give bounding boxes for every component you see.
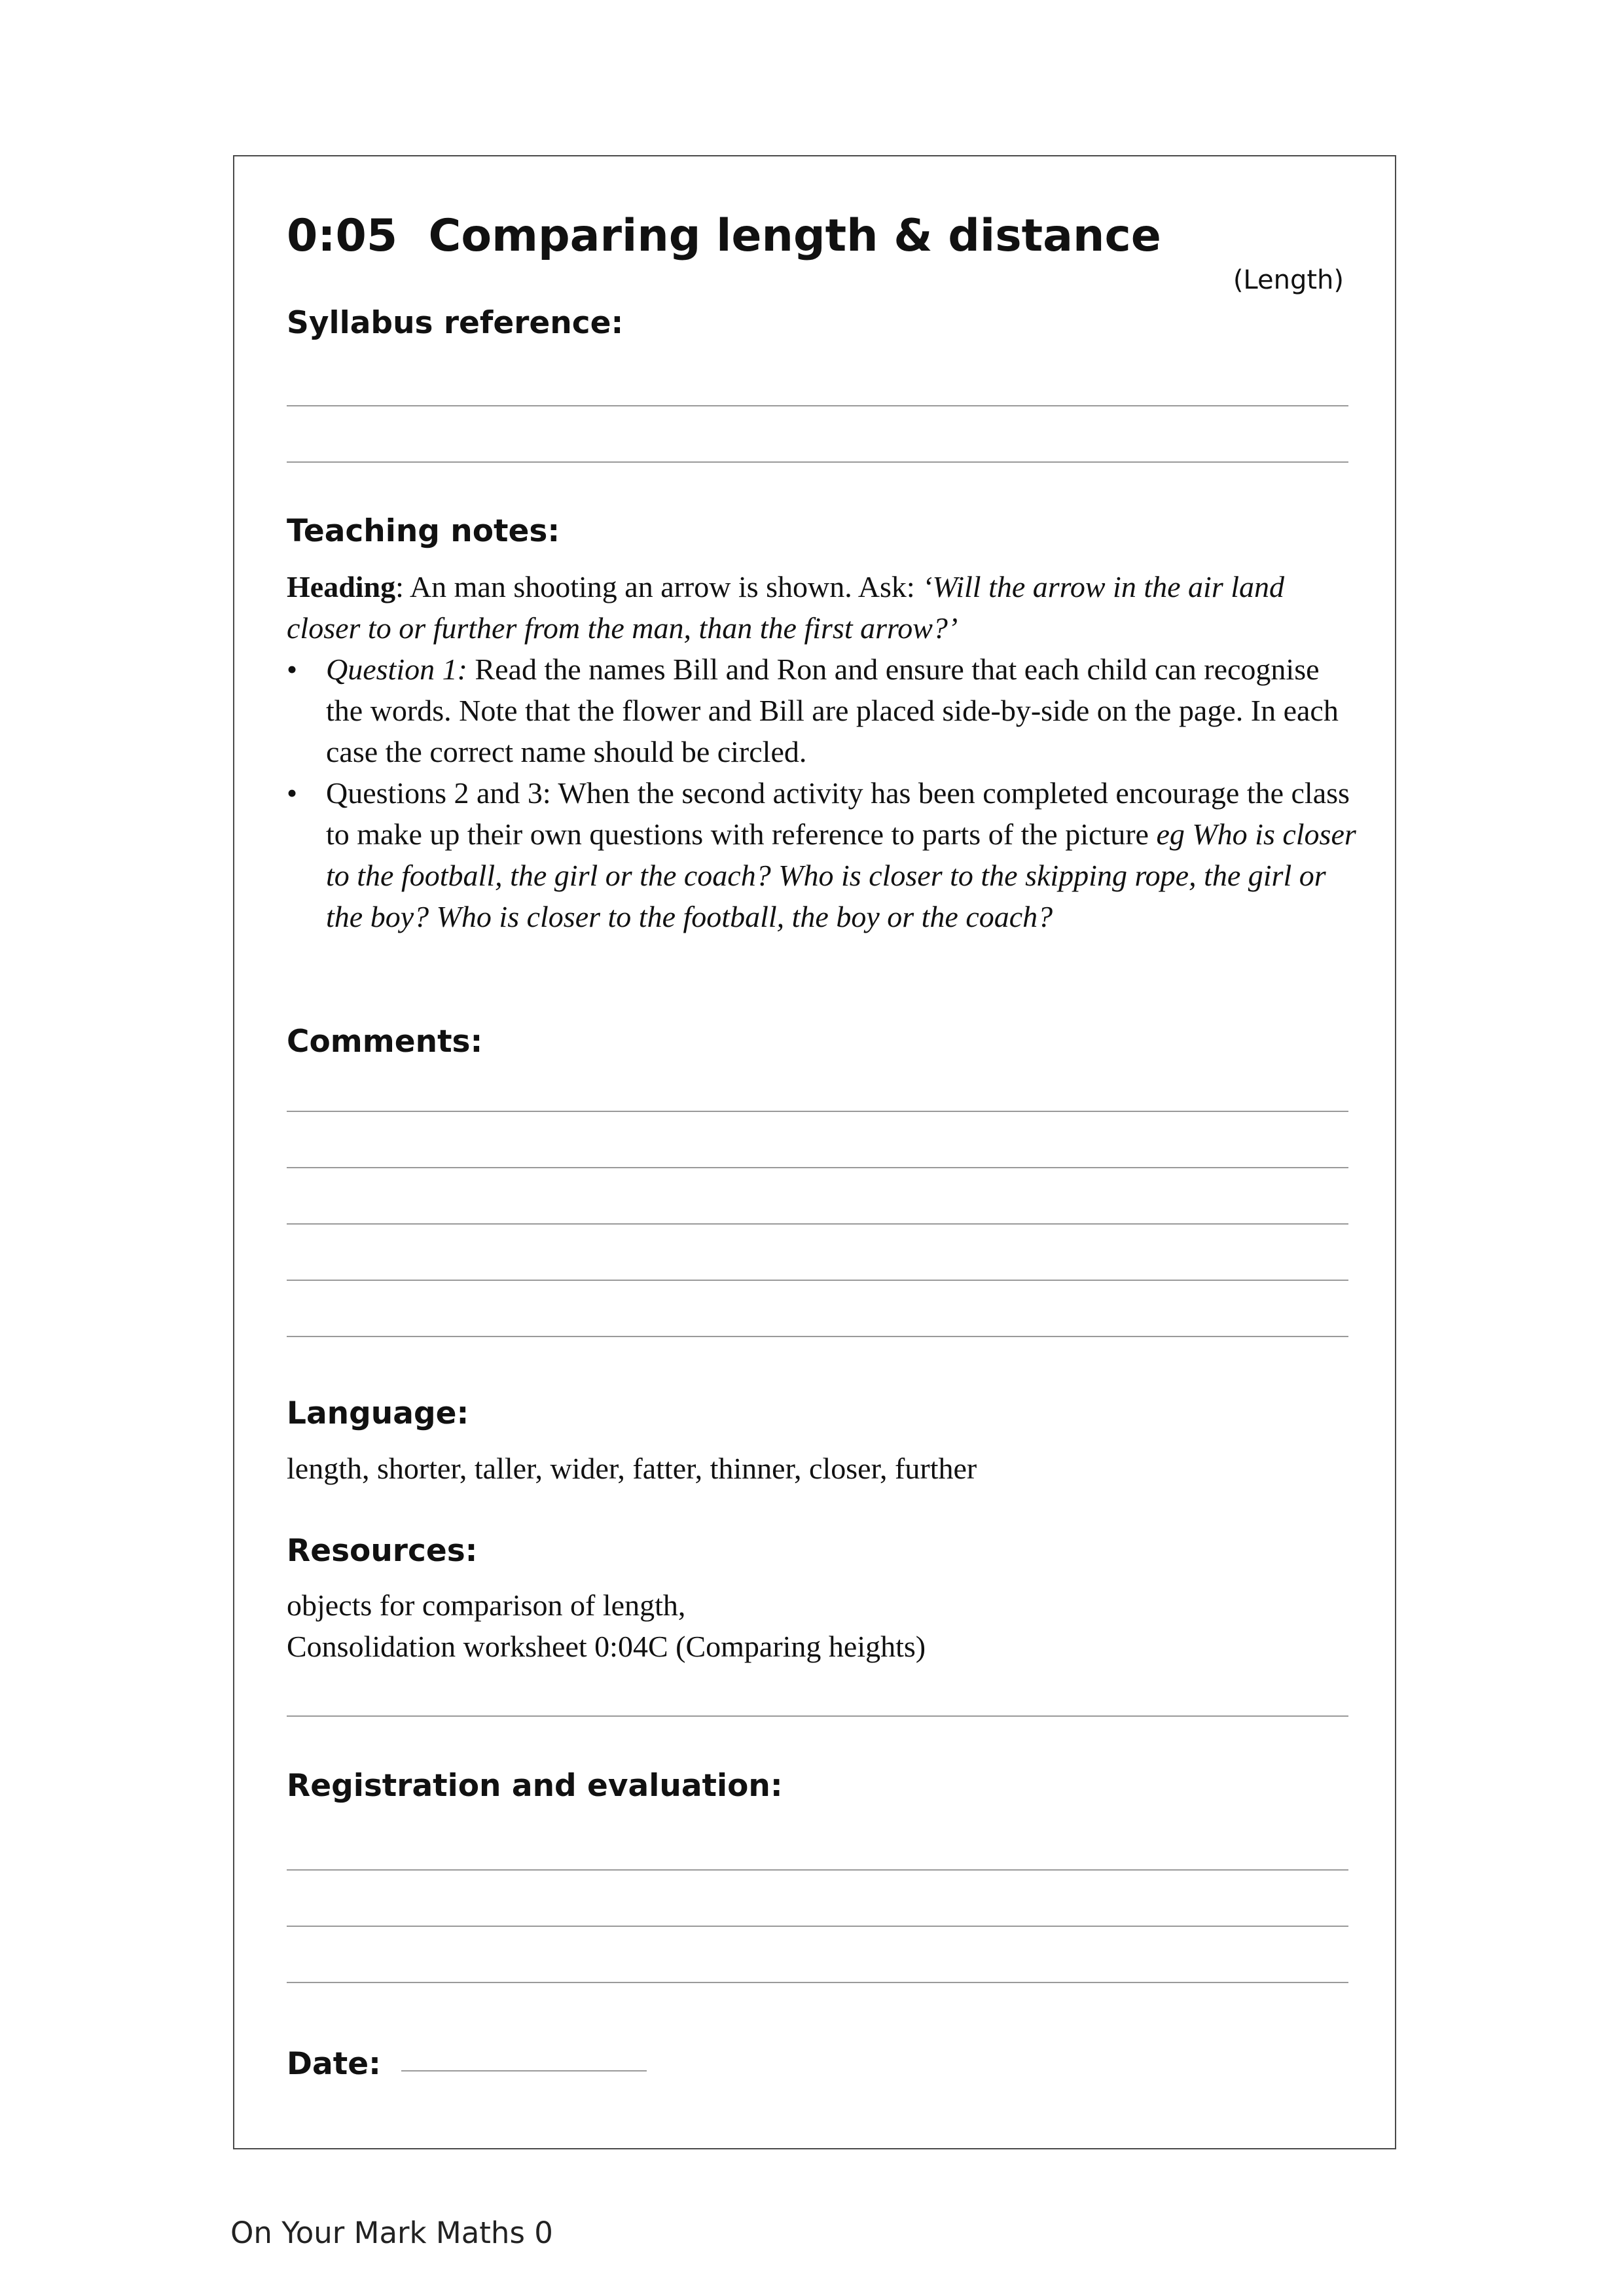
page-title: 0:05 Comparing length & distance [287, 210, 1161, 262]
registration-line-1[interactable] [287, 1869, 1348, 1871]
syllabus-line-1 [287, 405, 1348, 406]
syllabus-line-2 [287, 461, 1348, 463]
worksheet-frame [233, 155, 1396, 2149]
registration-line-2[interactable] [287, 1926, 1348, 1927]
questions-2-3-text: Questions 2 and 3: When the second activity has been completed encourage the class to make up their own questions with reference to parts of the picture [326, 776, 1350, 851]
date-field-line[interactable] [401, 2070, 647, 2072]
resources-line[interactable] [287, 1715, 1348, 1717]
comments-heading: Comments: [287, 1024, 483, 1060]
comments-line-1[interactable] [287, 1111, 1348, 1112]
teaching-notes-heading: Teaching notes: [287, 513, 560, 549]
heading-label: Heading [287, 570, 396, 603]
registration-line-3[interactable] [287, 1982, 1348, 1983]
question-notes-list [287, 649, 1360, 937]
language-text: length, shorter, taller, wider, fatter, thinner, closer, further [287, 1452, 977, 1485]
footer-text: On Your Mark Maths 0 [230, 2215, 553, 2250]
heading-note-text: : An man shooting an arrow is shown. Ask: [395, 570, 923, 603]
resources-line-2: Consolidation worksheet 0:04C (Comparing heights) [287, 1630, 926, 1663]
strand-tag: (Length) [1233, 265, 1344, 295]
heading-note [287, 566, 1360, 649]
heading-question: ‘Will the arrow in the air land closer to or further from the man, than the first arrow?’ [287, 570, 1284, 645]
comments-line-4[interactable] [287, 1280, 1348, 1281]
language-heading: Language: [287, 1395, 469, 1431]
teaching-notes-body [287, 566, 1360, 937]
questions-2-3-note [287, 772, 1360, 937]
resources-heading: Resources: [287, 1533, 478, 1569]
question-1-note [287, 649, 1360, 772]
question-1-text: Read the names Bill and Ron and ensure that each child can recognise the words. Note that the flower and Bill are placed side-by-side on the page. In each case the correct name should be circled. [326, 653, 1339, 768]
registration-heading: Registration and evaluation: [287, 1768, 783, 1804]
date-label: Date: [287, 2046, 381, 2082]
comments-line-3[interactable] [287, 1223, 1348, 1225]
comments-line-5[interactable] [287, 1336, 1348, 1337]
bullet: • [287, 776, 298, 810]
resources-line-1: objects for comparison of length, [287, 1588, 686, 1622]
comments-line-2[interactable] [287, 1167, 1348, 1168]
syllabus-heading: Syllabus reference: [287, 305, 624, 341]
questions-2-3-examples: eg Who is closer to the football, the girl or the coach? Who is closer to the skipping rope, the girl or the boy? Who is closer to the football, the boy or the coach? [326, 817, 1356, 933]
question-1-label: Question 1: [326, 653, 467, 686]
bullet: • [287, 653, 298, 686]
